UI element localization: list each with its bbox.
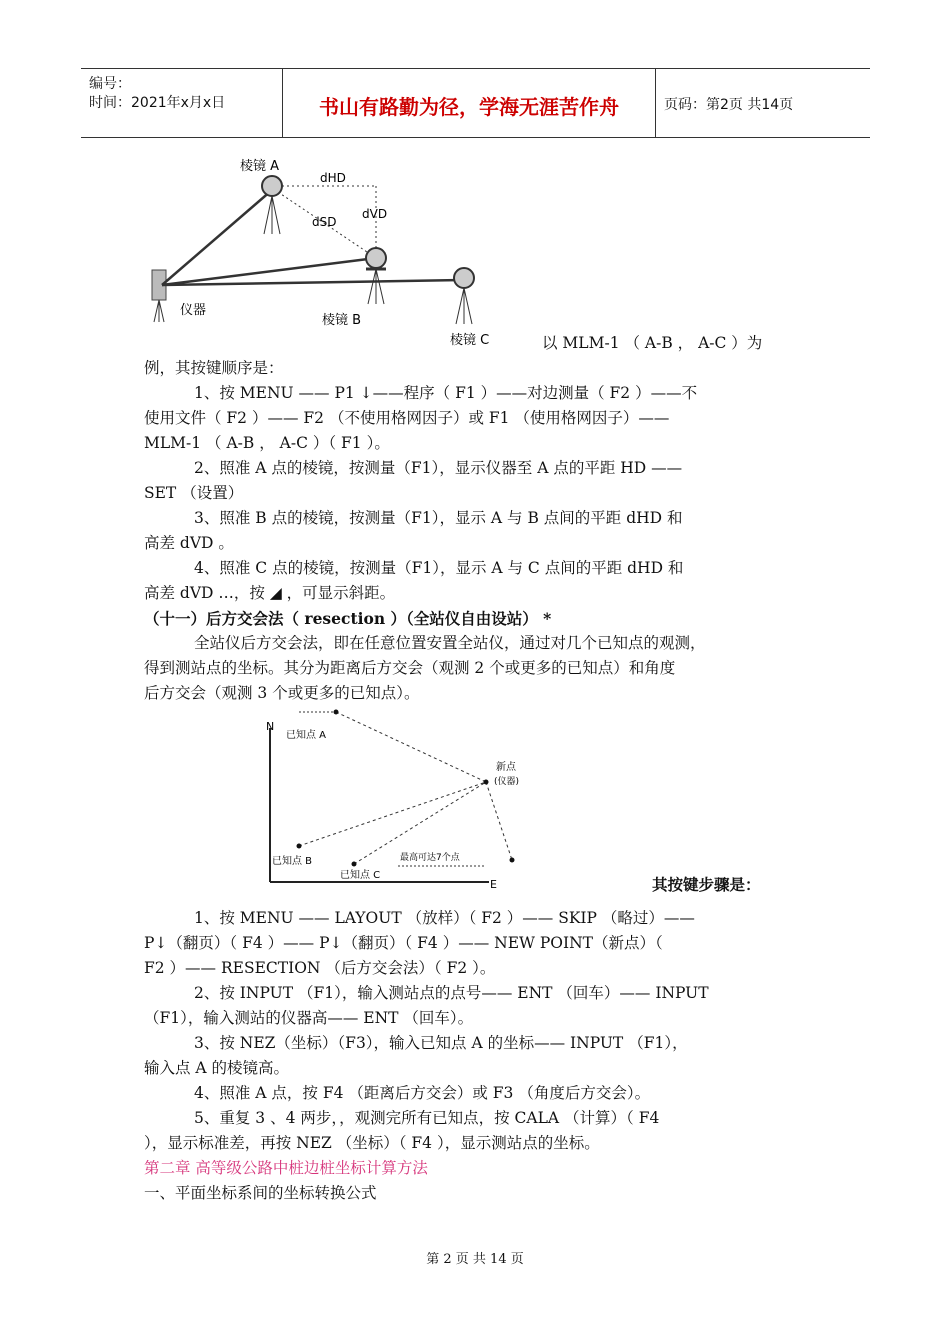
max-points-note: 最高可达7个点 <box>400 853 460 863</box>
text-line: 以 MLM-1 （ A-B ， A-C ）为 <box>542 334 763 352</box>
instrument-note: (仪器) <box>494 777 520 787</box>
new-point-marker <box>484 780 489 785</box>
text-line: MLM-1 （ A-B ， A-C ）（ F1 ）。 <box>144 434 390 452</box>
text-line: 输入点 A 的棱镜高。 <box>144 1059 290 1077</box>
known-point-a-label: 已知点 A <box>286 730 327 741</box>
axis-e-label: E <box>490 878 497 888</box>
prism-c-label: 棱镜 C <box>450 333 490 348</box>
prism-a-label: 棱镜 A <box>240 159 280 174</box>
mlm-diagram <box>144 152 494 352</box>
text-line: 后方交会（观测 3 个或更多的已知点）。 <box>144 684 420 702</box>
header-motto: 书山有路勤为径，学海无涯苦作舟 <box>319 95 619 119</box>
text-line: 5、重复 3 、4 两步，，观测完所有已知点，按 CALA （计算）（ F4 <box>194 1109 660 1127</box>
number-label: 编号： <box>89 76 131 92</box>
chapter-heading: 第二章 高等级公路中桩边桩坐标计算方法 <box>144 1159 428 1177</box>
page-footer: 第 2 页 共 14 页 <box>426 1252 524 1267</box>
dsd-label: dSD <box>312 215 337 229</box>
text-line: 2、按 INPUT （F1），输入测站点的点号—— ENT （回车）—— INPUT <box>194 984 709 1002</box>
subsection-heading: 一、平面坐标系间的坐标转换公式 <box>144 1184 377 1202</box>
text-line: F2 ）—— RESECTION （后方交会法）（ F2 ）。 <box>144 959 496 977</box>
dvd-label: dVD <box>362 207 388 221</box>
text-line: ），显示标准差，再按 NEZ （坐标）（ F4 ），显示测站点的坐标。 <box>144 1134 600 1152</box>
known-point-c-marker <box>352 862 357 867</box>
text-line: 4、照准 C 点的棱镜，按测量（F1），显示 A 与 C 点间的平距 dHD 和 <box>194 559 684 577</box>
text-line: （F1），输入测站的仪器高—— ENT （回车）。 <box>144 1009 474 1027</box>
text-line: 例，其按键顺序是： <box>144 359 284 377</box>
page-header <box>81 68 870 138</box>
header-info-cell <box>81 69 283 137</box>
prism-c-icon <box>454 268 474 288</box>
prism-a-icon <box>262 176 282 196</box>
resection-diagram <box>144 708 544 888</box>
section-heading: （十一）后方交会法（ resection ）（全站仪自由设站） * <box>144 609 552 628</box>
text-line: 高差 dVD 。 <box>144 534 234 552</box>
known-point-b-label: 已知点 B <box>272 856 313 867</box>
text-line: 3、照准 B 点的棱镜，按测量（F1），显示 A 与 B 点间的平距 dHD 和 <box>194 509 683 527</box>
text-line: 高差 dVD …，按 ◢ ，可显示斜距。 <box>144 584 396 602</box>
dhd-label: dHD <box>320 171 346 185</box>
text-line: 3、按 NEZ（坐标）（F3），输入已知点 A 的坐标—— INPUT （F1）， <box>194 1034 688 1052</box>
new-point-label: 新点 <box>496 762 516 773</box>
instrument-label: 仪器 <box>180 303 207 318</box>
text-line: P↓（翻页）（ F4 ）—— P↓（翻页）（ F4 ）—— NEW POINT（新点）（ <box>144 934 663 952</box>
prism-b-label: 棱镜 B <box>322 313 362 328</box>
text-line: 1、按 MENU —— P1 ↓——程序（ F1 ）——对边测量（ F2 ）——不 <box>194 384 698 402</box>
text-line: SET （设置） <box>144 484 244 502</box>
known-point-a-marker <box>334 710 339 715</box>
text-line: 4、照准 A 点，按 F4 （距离后方交会）或 F3 （角度后方交会）。 <box>194 1084 651 1102</box>
text-line: 使用文件（ F2 ）—— F2 （不使用格网因子）或 F1 （使用格网因子）—— <box>144 409 670 427</box>
text-line: 其按键步骤是： <box>652 875 761 894</box>
extra-point-marker <box>510 858 515 863</box>
text-line: 得到测站点的坐标。其分为距离后方交会（观测 2 个或更多的已知点）和角度 <box>144 659 676 677</box>
axis-n-label: N <box>266 720 275 733</box>
header-page-cell <box>656 69 870 137</box>
text-line: 全站仪后方交会法，即在任意位置安置全站仪，通过对几个已知点的观测， <box>194 634 706 652</box>
prism-b-icon <box>366 248 386 268</box>
text-line: 2、照准 A 点的棱镜，按测量（F1），显示仪器至 A 点的平距 HD —— <box>194 459 683 477</box>
time-label: 时间：2021年x月x日 <box>89 95 226 111</box>
header-motto-cell <box>283 69 656 137</box>
page-number-label: 页码：第2页 共14页 <box>664 97 794 113</box>
known-point-b-marker <box>297 844 302 849</box>
known-point-c-label: 已知点 C <box>340 870 381 881</box>
text-line: 1、按 MENU —— LAYOUT （放样）（ F2 ）—— SKIP （略过）—— <box>194 909 695 927</box>
